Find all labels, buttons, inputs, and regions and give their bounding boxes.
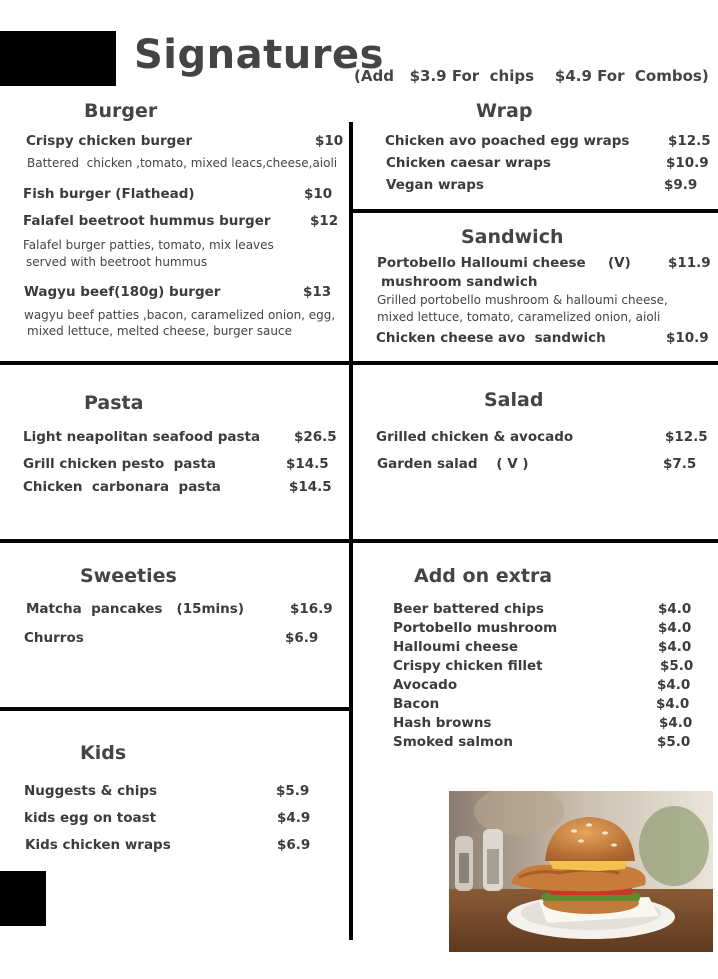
menu-item-price: $7.5 — [663, 456, 697, 472]
menu-item-name: Light neapolitan seafood pasta — [23, 429, 261, 445]
menu-item-name-cont: mushroom sandwich — [381, 274, 538, 290]
menu-item-name: Chicken cheese avo sandwich — [376, 330, 606, 346]
extra-item-price: $4.0 — [658, 639, 692, 655]
extra-item-price: $5.0 — [660, 658, 694, 674]
extra-item-price: $4.0 — [658, 601, 692, 617]
kids-heading: Kids — [80, 742, 127, 764]
menu-item-name: Nuggests & chips — [24, 783, 158, 799]
menu-item-name: kids egg on toast — [24, 810, 157, 826]
menu-item-name: Chicken caesar wraps — [386, 155, 551, 171]
header-black-block — [0, 31, 116, 86]
menu-item-desc: Grilled portobello mushroom & halloumi cheese, — [377, 293, 668, 307]
menu-item-name: Wagyu beef(180g) burger — [24, 284, 221, 300]
extra-item-price: $4.0 — [659, 715, 693, 731]
menu-item-price: $12.5 — [665, 429, 708, 445]
extra-item-price: $4.0 — [656, 696, 690, 712]
extra-item-name: Beer battered chips — [393, 601, 544, 617]
extra-item-name: Bacon — [393, 696, 440, 712]
menu-item-price: $14.5 — [289, 479, 332, 495]
menu-item-name: Matcha pancakes (15mins) — [26, 601, 244, 617]
menu-item-price: $6.9 — [285, 630, 319, 646]
menu-item-name: Fish burger (Flathead) — [23, 186, 195, 202]
menu-item-name: Chicken avo poached egg wraps — [385, 133, 630, 149]
divider-pasta-sweeties — [0, 539, 718, 543]
menu-item-name: Kids chicken wraps — [25, 837, 171, 853]
extra-item-price: $4.0 — [658, 620, 692, 636]
menu-item-price: $12 — [310, 213, 339, 229]
menu-item-price: $16.9 — [290, 601, 333, 617]
menu-item-price: $11.9 — [668, 255, 711, 271]
extra-item-name: Avocado — [393, 677, 458, 693]
menu-item-desc: wagyu beef patties ,bacon, caramelized onion, egg, — [24, 308, 336, 322]
menu-item-desc: Falafel burger patties, tomato, mix leaves — [23, 238, 274, 252]
divider-sweeties-kids — [0, 707, 352, 711]
sweeties-heading: Sweeties — [80, 565, 177, 587]
extra-item-price: $5.0 — [657, 734, 691, 750]
menu-item-name: Grilled chicken & avocado — [376, 429, 574, 445]
salad-heading: Salad — [484, 389, 544, 411]
extra-item-price: $4.0 — [657, 677, 691, 693]
menu-item-price: $4.9 — [277, 810, 311, 826]
divider-burger-pasta — [0, 361, 718, 365]
combo-note: (Add $3.9 For chips $4.9 For Combos) — [354, 67, 709, 85]
menu-item-name: Crispy chicken burger — [26, 133, 193, 149]
wrap-heading: Wrap — [476, 100, 533, 122]
menu-item-desc: Battered chicken ,tomato, mixed leacs,cheese,aioli — [27, 156, 338, 170]
menu-item-price: $14.5 — [286, 456, 329, 472]
center-divider — [349, 122, 353, 940]
menu-item-price: $5.9 — [276, 783, 310, 799]
page-title: Signatures — [134, 32, 384, 78]
menu-item-name: Portobello Halloumi cheese — [377, 255, 586, 271]
menu-item-price: $26.5 — [294, 429, 337, 445]
menu-item-name: Vegan wraps — [386, 177, 484, 193]
sandwich-heading: Sandwich — [461, 226, 564, 248]
menu-item-desc: mixed lettuce, tomato, caramelized onion, aioli — [377, 310, 661, 324]
menu-item-desc: mixed lettuce, melted cheese, burger sauce — [27, 324, 292, 338]
extra-item-name: Portobello mushroom — [393, 620, 558, 636]
menu-item-name: Grill chicken pesto pasta — [23, 456, 217, 472]
extra-item-name: Halloumi cheese — [393, 639, 519, 655]
menu-item-name: Chicken carbonara pasta — [23, 479, 221, 495]
menu-item-price: $6.9 — [277, 837, 311, 853]
burger-photo — [449, 791, 713, 952]
extra-item-name: Smoked salmon — [393, 734, 513, 750]
extras-heading: Add on extra — [414, 565, 553, 587]
menu-item-price: $10 — [315, 133, 344, 149]
menu-item-tag: (V) — [608, 255, 631, 271]
menu-item-price: $10.9 — [666, 155, 709, 171]
menu-item-name: Garden salad ( V ) — [377, 456, 529, 472]
menu-item-price: $12.5 — [668, 133, 711, 149]
menu-item-price: $9.9 — [664, 177, 698, 193]
menu-item-desc: served with beetroot hummus — [26, 255, 208, 269]
footer-black-block — [0, 871, 46, 926]
pasta-heading: Pasta — [84, 392, 144, 414]
divider-wrap-sandwich — [353, 209, 718, 213]
menu-item-name: Falafel beetroot hummus burger — [23, 213, 271, 229]
menu-item-name: Churros — [24, 630, 84, 646]
menu-item-price: $10 — [304, 186, 333, 202]
burger-heading: Burger — [84, 100, 158, 122]
menu-item-price: $10.9 — [666, 330, 709, 346]
extra-item-name: Crispy chicken fillet — [393, 658, 543, 674]
extra-item-name: Hash browns — [393, 715, 492, 731]
menu-item-price: $13 — [303, 284, 332, 300]
